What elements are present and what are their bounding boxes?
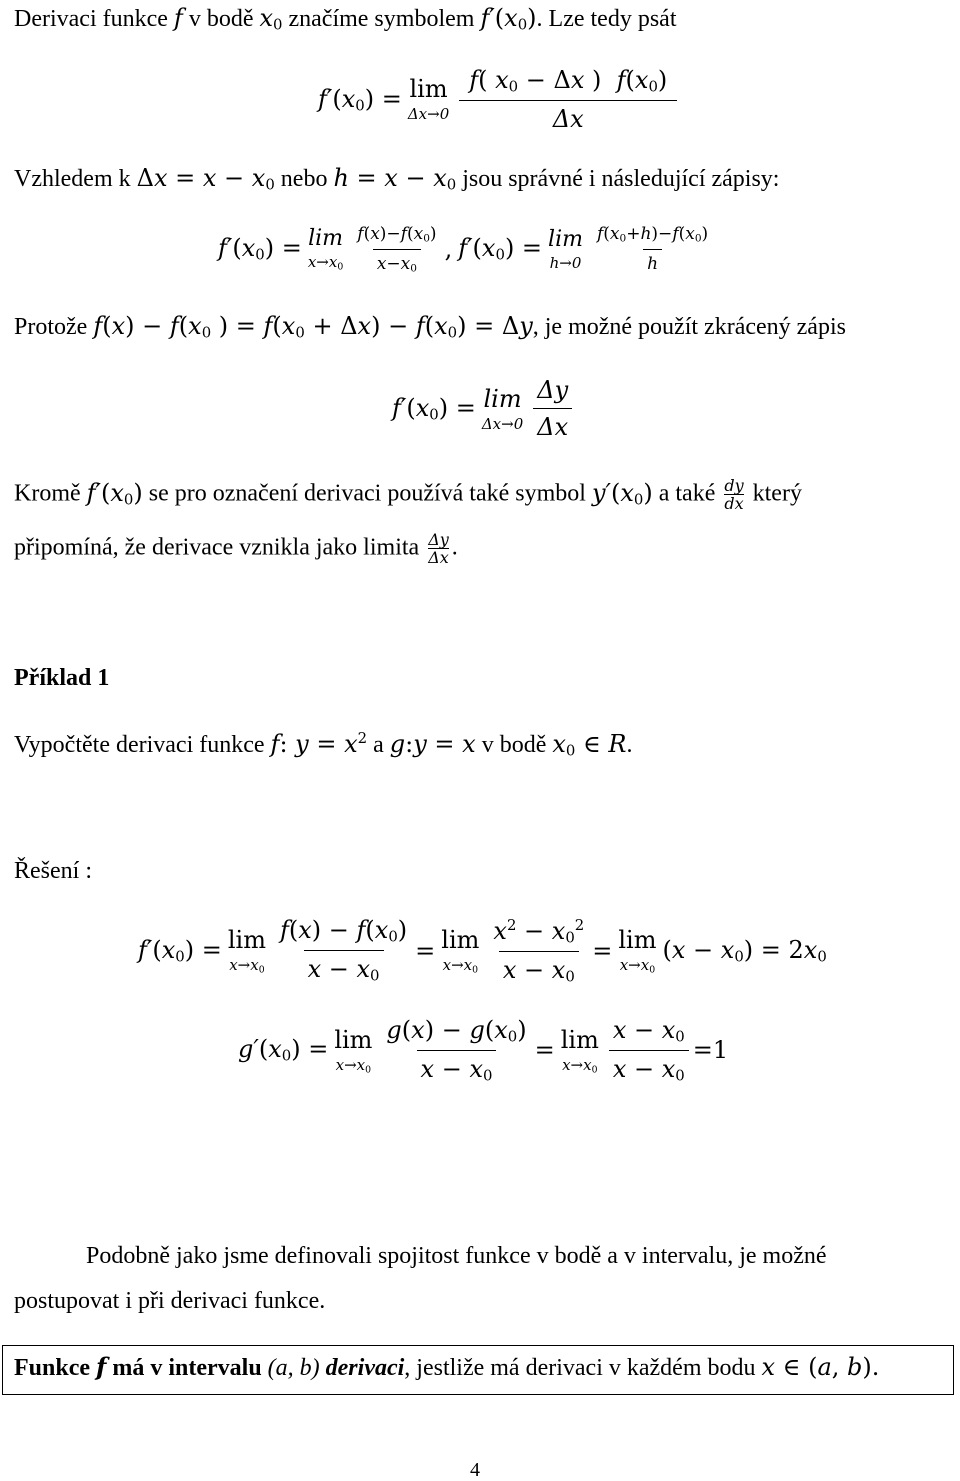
result-one: 1 <box>712 1036 729 1065</box>
example-text-1: Vypočtěte derivaci funkce <box>14 731 271 758</box>
solution-equation-g: $g'(x_0)$ = lim $x\to x_0$ $\frac{g(x) - g(x_0)}{x - x_0}$ = lim $x\to x_0$ $\frac{x - x_0}{x - x_0}$ = 1 <box>238 1016 729 1085</box>
intro-line <box>14 6 677 33</box>
ending-line-1: Podobně jako jsme definovali spojitost funkce v bodě a v intervalu, je možné <box>86 1243 827 1269</box>
equation-alt-forms: $f'(x_0)$ = lim $x\to x_0$ $\frac{f(x)-f(x_0)}{x-x_0}$ , $f'(x_0)$ = lim h→0 $\frac{f(x_0+h)-f(x_0)}{h}$ <box>218 224 709 275</box>
vzhledem-text-2: nebo <box>274 166 334 192</box>
example-task <box>14 731 632 759</box>
krome-line <box>14 478 802 512</box>
math-x0-in-R: $x_0$ ∈ R <box>552 729 627 760</box>
definition-text-5: , jestliže má derivaci v každém bodu <box>404 1355 762 1381</box>
math-g-def: g:y = x <box>389 729 476 758</box>
math-dy-identity: $f(x) - f(x_0$ ) = $f(x_0 + \Delta x) - f(x_0) = \Delta y$ <box>93 312 533 342</box>
vzhledem-line <box>14 166 779 193</box>
definition-text-2: má v intervalu <box>106 1355 268 1381</box>
krome-line-2 <box>14 532 458 566</box>
math-fprime: $f'(x_0)$ <box>86 478 143 509</box>
definition-x-in-ab: x ∈ (a, b). <box>761 1353 880 1381</box>
intro-text-4: . Lze tedy psát <box>536 6 677 32</box>
math-f-def: f: $y = x^2$ <box>270 729 368 758</box>
protoze-line <box>14 314 846 341</box>
krome-text-1: Kromě <box>14 480 87 507</box>
symbol-f: f <box>173 4 183 32</box>
krome-text-4: který <box>746 480 802 507</box>
example-text-3: v bodě <box>475 731 553 758</box>
equation-definition: $f'(x_0)$ = lim Δx→0 $\frac{f( x_0 - \Delta x ) f(x_0)}{\Delta x}$ <box>318 66 681 133</box>
definition-term: derivaci <box>319 1355 405 1381</box>
lim-sub: Δx→0 <box>407 105 450 124</box>
protoze-text-2: , je možné použít zkrácený zápis <box>532 314 846 340</box>
krome-text-2: se pro označení derivaci používá také symbol <box>142 480 592 507</box>
definition-interval: (a, b) <box>267 1355 320 1381</box>
krome-text-6: . <box>451 534 458 561</box>
example-text-2: a <box>367 731 390 758</box>
symbol-fprime-x0: $f'(x_0)$ <box>480 4 537 34</box>
math-yprime: $y'(x_0)$ <box>591 478 653 509</box>
example-heading: Příklad 1 <box>14 665 110 691</box>
intro-text-3: značíme symbolem <box>282 6 481 32</box>
definition-text <box>14 1352 880 1381</box>
math-dy-over-dx: $\frac{\Delta y}{\Delta x}$ <box>428 530 449 567</box>
math-dydx: $\frac{dy}{dx}$ <box>724 476 744 513</box>
example-text-4: . <box>626 731 633 758</box>
equation-short-form: $f'(x_0)$ = lim Δx→0 $\frac{\Delta y}{\Delta x}$ <box>392 376 576 441</box>
math-h-eq: $h = x - x_0$ <box>333 164 457 194</box>
ending-line-2: postupovat i při derivaci funkce. <box>14 1288 326 1314</box>
definition-f: f <box>96 1352 107 1381</box>
lim-label: lim <box>409 75 448 104</box>
krome-text-5: připomíná, že derivace vznikla jako limita <box>14 534 426 561</box>
page-number: 4 <box>470 1459 480 1481</box>
definition-text-1: Funkce <box>14 1355 97 1381</box>
symbol-x0: $x_0$ <box>259 4 283 34</box>
intro-text-1: Derivaci funkce <box>14 6 174 32</box>
krome-text-3: a také <box>652 480 722 507</box>
protoze-text-1: Protože <box>14 314 94 340</box>
vzhledem-text-1: Vzhledem k <box>14 166 137 192</box>
solution-heading: Řešení : <box>14 858 92 884</box>
math-dx-eq: $\Delta x = x - x_0$ <box>136 164 275 194</box>
solution-equation-f: $f'(x_0)$ = lim $x\to x_0$ $\frac{f(x) - f(x_0)}{x - x_0}$ = lim $x\to x_0$ $\frac{x^2 - x_0^2}{x - x_0}$ = lim $x\to x_0$ $(x - x_0) = 2x_0$ <box>138 916 827 986</box>
intro-text-2: v bodě <box>182 6 260 32</box>
vzhledem-text-3: jsou správné i následující zápisy: <box>456 166 780 192</box>
